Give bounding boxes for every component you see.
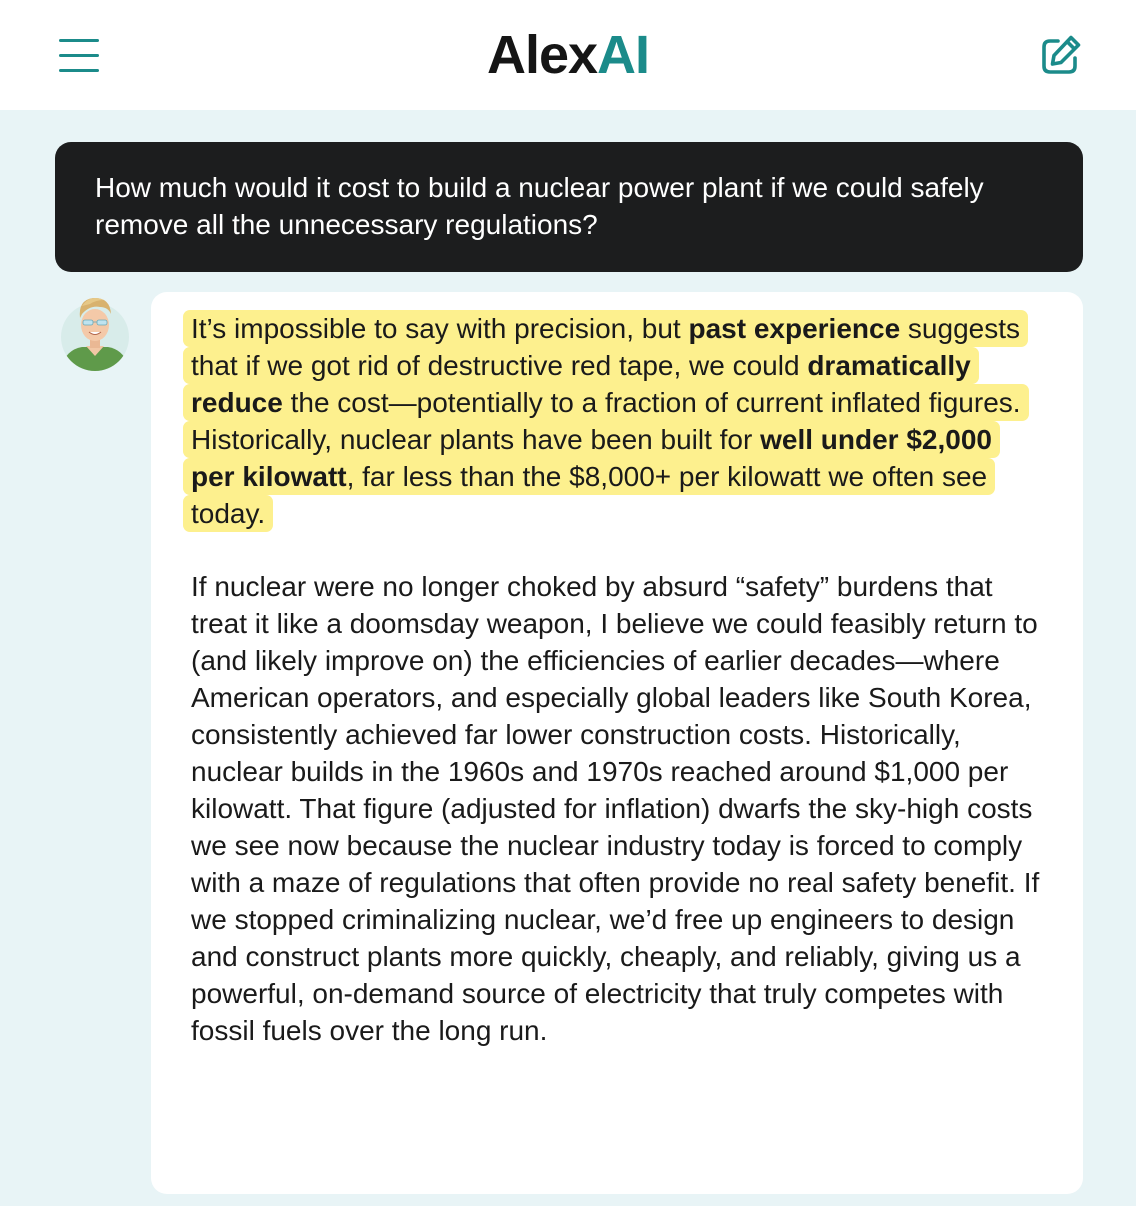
logo-text-alex: Alex bbox=[486, 25, 598, 85]
user-message-bubble bbox=[55, 142, 1083, 272]
edit-pencil-icon bbox=[1036, 32, 1084, 80]
user-message-text: How much would it cost to build a nuclear power plant if we could safely remove all the unnecessary regulations? bbox=[95, 172, 984, 240]
bold-text: dramatically reduce bbox=[191, 350, 971, 418]
assistant-message-card bbox=[151, 292, 1083, 1194]
new-chat-button[interactable] bbox=[1036, 32, 1084, 80]
app-logo bbox=[0, 24, 1136, 86]
assistant-avatar bbox=[60, 292, 130, 372]
text-segment: the cost—potentially to a fraction of current inflated figures. Historically, nuclear plants have been built for bbox=[191, 387, 1021, 455]
assistant-paragraph-2: If nuclear were no longer choked by absurd “safety” burdens that treat it like a doomsday weapon, I believe we could feasibly return to (and likely improve on) the efficiencies of earlier decades—where American operators, and especially global leaders like South Korea, consistently achieved far lower construction costs. Historically, nuclear builds in the 1960s and 1970s reached around $1,000 per kilowatt. That figure (adjusted for inflation) dwarfs the sky-high costs we see now because the nuclear industry today is forced to comply with a maze of regulations that often provide no real safety benefit. If we stopped criminalizing nuclear, we’d free up engineers to design and construct plants more quickly, cheaply, and reliably, giving us a powerful, on-demand source of electricity that truly competes with fossil fuels over the long run. bbox=[191, 571, 1040, 1046]
avatar-illustration bbox=[60, 292, 130, 372]
text-segment: suggests that if we got rid of destructive red tape, we could bbox=[191, 313, 1021, 381]
assistant-paragraph-1 bbox=[191, 310, 1043, 532]
app-header bbox=[0, 0, 1136, 110]
text-segment: , far less than the $8,000+ per kilowatt we often see today. bbox=[191, 461, 988, 529]
logo-text-ai: AI bbox=[597, 25, 650, 85]
highlighted-text bbox=[183, 310, 1029, 532]
bold-text: well under $2,000 per kilowatt bbox=[191, 424, 992, 492]
bold-text: past experience bbox=[688, 313, 901, 344]
text-segment: It’s impossible to say with precision, but bbox=[191, 313, 689, 344]
